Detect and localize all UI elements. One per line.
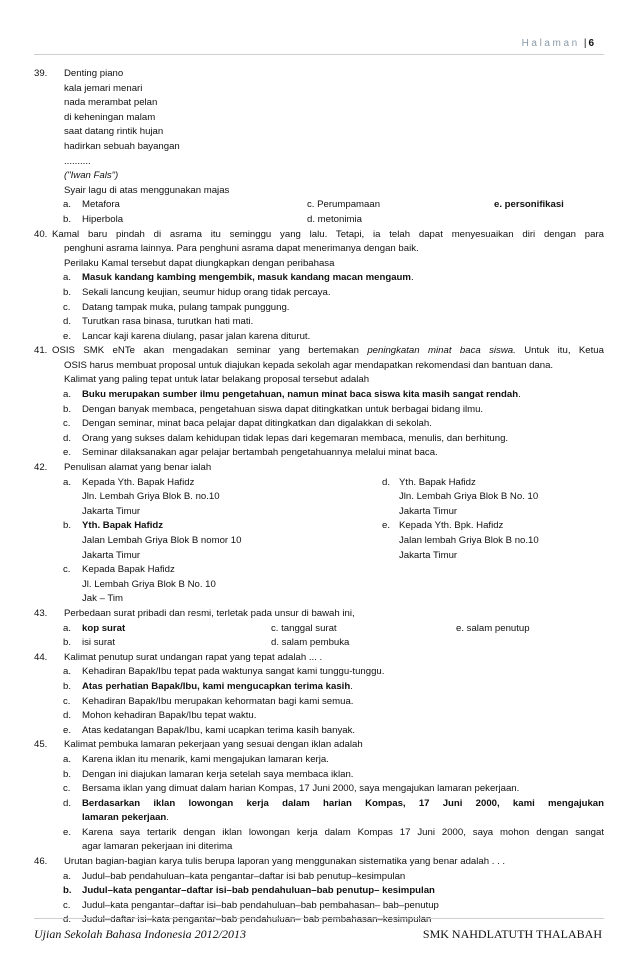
question-stem: Perbedaan surat pribadi dan resmi, terletak pada unsur di bawah ini, xyxy=(64,607,355,619)
question-number: 39. xyxy=(34,68,48,79)
question-43 xyxy=(34,607,604,622)
option-d-line: Jakarta Timur xyxy=(399,505,458,517)
option-letter: a. xyxy=(63,476,72,488)
question-stem: Kamal baru pindah di asrama itu seminggu yang lalu. Tetapi, ia telah dapat menyesuaikan diri dengan para xyxy=(52,228,604,240)
option-letter: c. xyxy=(63,695,71,707)
option-c: c. tanggal surat xyxy=(271,622,337,634)
option-b-line: Jalan Lembah Griya Blok B nomor 10 xyxy=(82,535,242,546)
question-46 xyxy=(34,855,604,870)
option-e: Karena saya tertarik dengan iklan lowongan kerja dalam Kompas 17 Juni 2000, saya mohon dengan sangat xyxy=(82,826,604,838)
option-a: Karena iklan itu menarik, kami mengajukan lamaran kerja. xyxy=(82,753,329,765)
question-stem: penghuni asrama lainnya. Para penghuni asrama dapat menerimanya dengan baik. xyxy=(64,243,419,255)
exam-content xyxy=(34,67,604,928)
option-b: Judul–kata pengantar–daftar isi–bab pendahuluan–bab penutup– kesimpulan xyxy=(82,885,435,897)
footer-rule xyxy=(34,918,604,919)
option-a: Masuk kandang kambing mengembik, masuk kandang macan mengaum xyxy=(82,272,411,284)
option-e-cont: agar lamaran pekerjaan ini diterima xyxy=(82,841,233,853)
option-letter: c. xyxy=(63,899,71,911)
option-letter: d. xyxy=(63,797,72,809)
question-number: 43. xyxy=(34,607,48,619)
option-tail: . xyxy=(350,680,353,692)
question-44 xyxy=(34,651,604,666)
option-b: isi surat xyxy=(82,637,116,649)
option-a: kop surat xyxy=(82,622,126,634)
option-c: Dengan seminar, minat baca pelajar dapat ditingkatkan dan digalakkan di sekolah. xyxy=(82,418,432,430)
option-e-line: Jalan lembah Griya Blok B no.10 xyxy=(399,535,539,546)
question-41 xyxy=(34,344,604,359)
option-d: Judul–daftar isi–kata pengantar–bab pendahuluan– bab pembahasan–kesimpulan xyxy=(82,914,432,926)
option-c-line: Jl. Lembah Griya Blok B No. 10 xyxy=(82,578,216,590)
option-letter: d. xyxy=(63,432,72,444)
option-letter: e. xyxy=(63,724,72,736)
poem-line: saat datang rintik hujan xyxy=(64,126,164,138)
option-tail: . xyxy=(410,272,414,284)
option-d-cont: lamaran pekerjaan xyxy=(82,812,167,824)
question-stem: Urutan bagian-bagian karya tulis berupa laporan yang menggunakan sistematika yang benar adalah . . . xyxy=(64,856,506,868)
option-c: Bersama iklan yang dimuat dalam harian Kompas, 17 Juni 2000, saya mengajukan lamaran pekerjaan. xyxy=(82,783,520,795)
footer-right: SMK NAHDLATUTH THALABAH xyxy=(422,927,602,941)
option-letter: e. xyxy=(382,520,391,532)
option-letter: a. xyxy=(63,389,72,401)
option-letter: e. xyxy=(63,826,72,838)
option-c: Judul–kata pengantar–daftar isi–bab pendahuluan–bab pembahasan– bab–penutup xyxy=(82,899,439,911)
option-d: Orang yang sukses dalam kehidupan tidak lepas dari kegemaran membaca, menulis, dan berhitung. xyxy=(82,432,509,444)
option-e: e. salam penutup xyxy=(456,622,530,634)
option-a-line: Jln. Lembah Griya Blok B. no.10 xyxy=(82,491,220,503)
poem-author: ("Iwan Fals") xyxy=(64,170,119,182)
option-b: Dengan ini diajukan lamaran kerja setelah saya membaca iklan. xyxy=(82,768,354,780)
question-number: 45. xyxy=(34,739,48,751)
option-letter: b. xyxy=(63,286,72,298)
option-letter: a. xyxy=(63,753,72,765)
question-stem: Kalimat penutup surat undangan rapat yang tepat adalah ... . xyxy=(64,651,323,663)
question-text: Syair lagu di atas menggunakan majas xyxy=(64,184,230,196)
option-letter: d. xyxy=(63,710,72,722)
poem-line: kala jemari menari xyxy=(64,82,143,94)
option-letter: a. xyxy=(63,272,72,284)
question-number: 44. xyxy=(34,651,48,663)
header-rule xyxy=(34,54,604,55)
option-letter: c. xyxy=(63,783,71,795)
option-c-line: Jak – Tim xyxy=(82,593,124,605)
option-e: Atas kedatangan Bapak/Ibu, kami ucapkan terima kasih banyak. xyxy=(82,724,356,736)
option-a-line: Kepada Yth. Bapak Hafidz xyxy=(82,476,195,488)
option-letter: b. xyxy=(63,885,72,897)
option-d: Berdasarkan iklan lowongan kerja dalam harian Kompas, 17 Juni 2000, kami mengajukan xyxy=(82,797,604,809)
option-letter: b. xyxy=(63,213,72,225)
option-letter: d. xyxy=(63,914,72,926)
question-text: Perilaku Kamal tersebut dapat diungkapkan dengan peribahasa xyxy=(64,257,335,269)
option-a: Kehadiran Bapak/Ibu tepat pada waktunya sangat kami tunggu-tunggu. xyxy=(82,666,385,678)
poem-line: hadirkan sebuah bayangan xyxy=(64,140,180,152)
page-word: Halaman xyxy=(521,38,580,49)
question-number: 46. xyxy=(34,856,48,868)
question-stem: Denting piano xyxy=(64,68,124,79)
option-d: d. metonimia xyxy=(307,213,362,225)
option-c: Datang tampak muka, pulang tampak punggung. xyxy=(82,301,290,313)
poem-line: .......... xyxy=(64,155,91,167)
option-b-line: Jakarta Timur xyxy=(82,549,141,561)
option-a: Judul–bab pendahuluan–kata pengantar–daftar isi bab penutup–kesimpulan xyxy=(82,870,406,882)
option-letter: b. xyxy=(63,680,72,692)
option-c-line: Kepada Bapak Hafidz xyxy=(82,564,175,576)
option-letter: c. xyxy=(63,418,71,430)
option-letter: d. xyxy=(382,476,391,488)
option-letter: b. xyxy=(63,637,72,649)
question-stem: OSIS harus membuat proposal untuk diajukan kepada sekolah agar mendapatkan rekomendasi dan bantuan dana. xyxy=(64,359,554,371)
question-theme: peningkatan minat baca siswa. xyxy=(367,345,516,357)
question-text: Kalimat yang paling tepat untuk latar belakang proposal tersebut adalah xyxy=(64,374,370,386)
option-tail: . xyxy=(166,812,169,824)
option-c: c. Perumpamaan xyxy=(307,199,381,211)
option-b: Dengan banyak membaca, pengetahuan siswa dapat ditingkatkan untuk berbagai bidang ilmu. xyxy=(82,403,484,415)
question-stem: OSIS SMK eNTe akan mengadakan seminar yang bertemakan xyxy=(52,345,368,357)
option-e-line: Jakarta Timur xyxy=(399,549,458,561)
option-d-line: Yth. Bapak Hafidz xyxy=(399,476,476,488)
question-stem: Kalimat pembuka lamaran pekerjaan yang sesuai dengan iklan adalah xyxy=(64,739,363,751)
option-a: Buku merupakan sumber ilmu pengetahuan, namun minat baca siswa kita masih sangat rendah xyxy=(82,389,519,401)
option-a: Metafora xyxy=(82,199,120,211)
option-letter: c. xyxy=(63,564,71,576)
option-e: Lancar kaji karena diulang, pasar jalan karena diturut. xyxy=(82,330,311,342)
option-letter: b. xyxy=(63,520,72,532)
question-39 xyxy=(34,67,604,82)
option-tail: . xyxy=(518,389,521,401)
page-number: 6 xyxy=(588,38,594,49)
option-letter: a. xyxy=(63,666,72,678)
question-42 xyxy=(34,461,604,476)
footer-left: Ujian Sekolah Bahasa Indonesia 2012/2013 xyxy=(34,927,246,941)
option-b: Hiperbola xyxy=(82,213,124,225)
question-number: 40. xyxy=(34,228,48,240)
option-letter: a. xyxy=(63,870,72,882)
question-number: 42. xyxy=(34,462,48,474)
question-stem: Untuk itu, Ketua xyxy=(515,345,604,357)
option-letter: e. xyxy=(63,330,72,342)
option-letter: a. xyxy=(63,199,72,211)
question-45 xyxy=(34,738,604,753)
question-stem: Penulisan alamat yang benar ialah xyxy=(64,462,212,474)
option-b: Atas perhatian Bapak/Ibu, kami mengucapkan terima kasih xyxy=(82,680,351,692)
question-40 xyxy=(34,228,604,243)
option-letter: d. xyxy=(63,316,72,328)
option-e: e. personifikasi xyxy=(494,199,564,211)
option-d: d. salam pembuka xyxy=(271,637,350,649)
poem-line: nada merambat pelan xyxy=(64,97,158,109)
option-c: Kehadiran Bapak/Ibu merupakan kehormatan bagi kami semua. xyxy=(82,695,354,707)
poem-line: di keheningan malam xyxy=(64,111,156,123)
option-b-line: Yth. Bapak Hafidz xyxy=(82,520,164,532)
option-b: Sekali lancung keujian, seumur hidup orang tidak percaya. xyxy=(82,286,331,298)
header-separator: | xyxy=(583,38,587,49)
option-d: Mohon kehadiran Bapak/Ibu tepat waktu. xyxy=(82,710,257,722)
option-a-line: Jakarta Timur xyxy=(82,505,141,517)
option-d: Turutkan rasa binasa, turutkan hati mati. xyxy=(82,316,254,328)
option-letter: b. xyxy=(63,768,72,780)
option-letter: e. xyxy=(63,447,72,459)
option-letter: c. xyxy=(63,301,71,313)
page-header xyxy=(522,38,594,49)
option-letter: a. xyxy=(63,622,72,634)
option-e-line: Kepada Yth. Bpk. Hafidz xyxy=(399,520,504,532)
option-d-line: Jln. Lembah Griya Blok B No. 10 xyxy=(399,491,539,503)
option-letter: b. xyxy=(63,403,72,415)
question-number: 41. xyxy=(34,345,48,357)
option-e: Seminar dilaksanakan agar pelajar bertambah pengetahuannya melalui minat baca. xyxy=(82,447,438,459)
